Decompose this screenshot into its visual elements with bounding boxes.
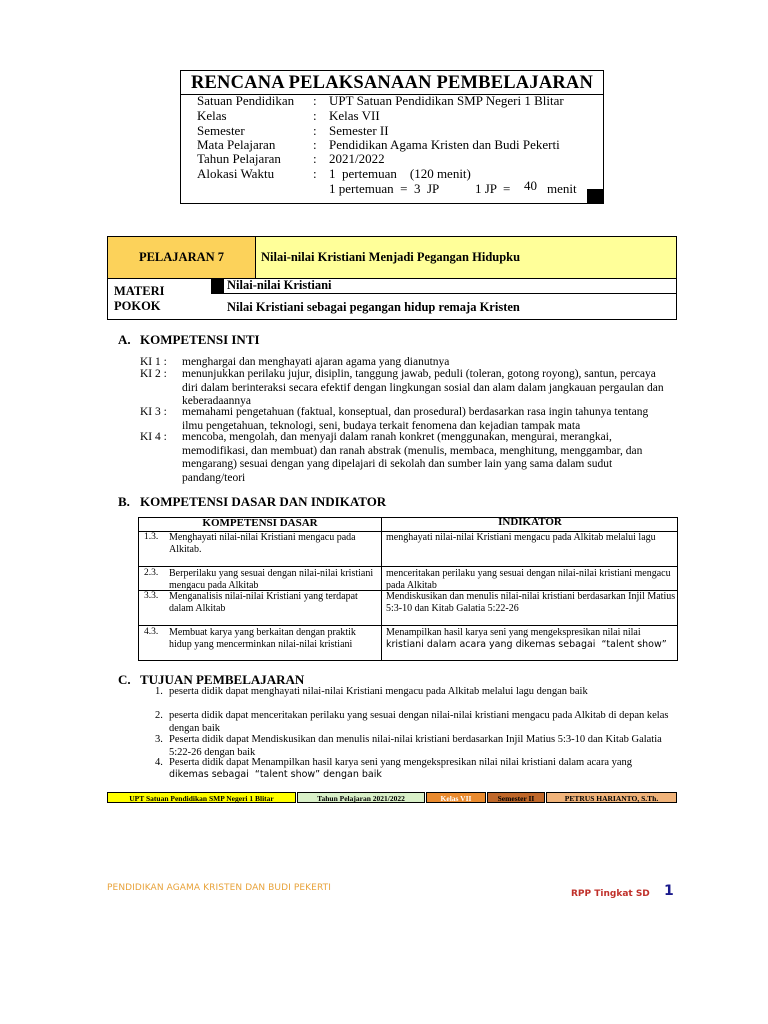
kd-number: 2.3. xyxy=(144,568,159,578)
ki-label: KI 4 : xyxy=(140,431,167,443)
tujuan-text: peserta didik dapat menceritakan perilaku yang sesuai dengan nilai-nilai kristiani mengacu pada Alkitab di depan kelas dengan baik xyxy=(169,710,669,734)
section-title: TUJUAN PEMBELAJARAN xyxy=(140,672,305,687)
row-value: Kelas VII xyxy=(329,108,380,123)
column-divider xyxy=(381,518,382,660)
materi-divider xyxy=(211,293,676,294)
indikator-text: Menampilkan hasil karya seni yang mengekspresikan nilai nilai xyxy=(386,627,641,638)
kd-text: Menghayati nilai-nilai Kristiani mengacu pada Alkitab. xyxy=(169,532,356,555)
header-row-tahun xyxy=(181,151,603,166)
section-letter: A. xyxy=(118,332,131,347)
row-label: Tahun Pelajaran xyxy=(197,151,281,166)
kd-number: 3.3. xyxy=(144,591,159,601)
indikator-text-continued: kristiani dalam acara yang dikemas sebagai “talent show” xyxy=(386,639,667,650)
indikator-text: Mendiskusikan dan menulis nilai-nilai kristiani berdasarkan Injil Matius 5:3-10 dan Kitab Galatia 5:22-26 xyxy=(386,591,676,614)
ki-item xyxy=(140,431,680,487)
header-row-kelas xyxy=(181,108,603,123)
kd-indikator-table xyxy=(138,517,678,661)
page-number: 1 xyxy=(664,883,674,899)
footer-kelas: Kelas VII xyxy=(426,792,486,803)
header-row-mapel xyxy=(181,137,603,152)
kd-text: Menganalisis nilai-nilai Kristiani yang terdapat dalam Alkitab xyxy=(169,591,358,614)
ki-text: memahami pengetahuan (faktual, konseptual, dan prosedural) berdasarkan rasa ingin tahunya tentang ilmu pengetahuan, teknologi, seni, budaya terkait fenomena dan kejadian tampak mata xyxy=(182,406,649,432)
materi-square xyxy=(211,278,224,293)
row-divider xyxy=(139,625,677,626)
tujuan-number: 1. xyxy=(155,686,163,697)
row-divider xyxy=(139,566,677,567)
subject-footer: PENDIDIKAN AGAMA KRISTEN DAN BUDI PEKERTI xyxy=(107,883,332,893)
section-letter: C. xyxy=(118,672,131,687)
footer-year: Tahun Pelajaran 2021/2022 xyxy=(297,792,425,803)
tujuan-number: 3. xyxy=(155,734,163,745)
kd-text: Membuat karya yang berkaitan dengan praktik hidup yang mencerminkan nilai-nilai kristiani xyxy=(169,627,356,650)
row-colon: : xyxy=(313,108,317,123)
ki-item xyxy=(140,368,680,410)
tujuan-text-continued: dikemas sebagai “talent show” dengan baik xyxy=(169,769,382,780)
row-value: 2021/2022 xyxy=(329,151,385,166)
row-label: Semester xyxy=(197,123,245,138)
row-colon: : xyxy=(313,166,317,181)
ki-label: KI 1 : xyxy=(140,356,167,368)
pelajaran-label: PELAJARAN 7 xyxy=(138,250,225,264)
row-value: 1 pertemuan (120 menit) xyxy=(329,166,471,181)
materi-line-2: Nilai Kristiani sebagai pegangan hidup remaja Kristen xyxy=(227,300,520,314)
row-value: UPT Satuan Pendidikan SMP Negeri 1 Blitar xyxy=(329,93,564,108)
indikator-column-header: INDIKATOR xyxy=(498,516,562,528)
pelajaran-table xyxy=(107,236,677,320)
row-colon: : xyxy=(313,137,317,152)
jp-unit: menit xyxy=(547,181,577,196)
ki-text: menunjukkan perilaku jujur, disiplin, tanggung jawab, peduli (toleran, gotong royong), santun, percaya diri dalam berinteraksi secara efektif dengan lingkungan sosial dan alam dalam jangkauan pergaulan dan keberadaannya xyxy=(182,368,664,407)
pelajaran-divider xyxy=(255,237,256,278)
materi-pokok-label: MATERI POKOK xyxy=(114,284,165,313)
jp-label: 1 JP = xyxy=(475,181,511,196)
row-label: Kelas xyxy=(197,108,227,123)
row-value: Semester II xyxy=(329,123,389,138)
tujuan-text: Peserta didik dapat Menampilkan hasil karya seni yang mengekspresikan nilai nilai kristiani dalam acara yang xyxy=(169,757,633,768)
footer-semester: Semester II xyxy=(487,792,545,803)
ki-label: KI 3 : xyxy=(140,406,167,418)
rpp-level-footer: RPP Tingkat SD xyxy=(571,889,650,899)
tujuan-number: 4. xyxy=(155,757,163,768)
corner-square xyxy=(587,189,603,203)
materi-line-1: Nilai-nilai Kristiani xyxy=(227,278,332,292)
tujuan-text: peserta didik dapat menghayati nilai-nilai Kristiani mengacu pada Alkitab melalui lagu dengan baik xyxy=(169,686,588,697)
row-label: Alokasi Waktu xyxy=(197,166,275,181)
kd-column-header: KOMPETENSI DASAR xyxy=(202,517,318,529)
ki-item xyxy=(140,406,680,434)
pelajaran-title: Nilai-nilai Kristiani Menjadi Pegangan Hidupku xyxy=(261,250,521,264)
rpp-header-box xyxy=(180,70,604,204)
tujuan-item xyxy=(155,686,675,700)
kd-number: 4.3. xyxy=(144,627,159,637)
header-row-jp xyxy=(181,178,603,196)
kd-text: Berperilaku yang sesuai dengan nilai-nilai kristiani mengacu pada Alkitab xyxy=(169,568,374,591)
ki-text: menghargai dan menghayati ajaran agama yang dianutnya xyxy=(182,356,450,368)
row-colon: : xyxy=(313,93,317,108)
row-colon: : xyxy=(313,123,317,138)
section-title: KOMPETENSI INTI xyxy=(140,332,260,347)
tujuan-item xyxy=(155,710,675,736)
ki-text: mencoba, mengolah, dan menyaji dalam ranah konkret (menggunakan, mengurai, merangkai, memodifikasi, dan membuat) dan ranah abstrak (menulis, membaca, menghitung, menggambar, dan mengarang) sesuai dengan yang dipelajari di sekolah dan sumber lain yang sama dalam sudut pandang/teori xyxy=(182,431,643,484)
header-row-alokasi xyxy=(181,166,603,181)
tujuan-text: Peserta didik dapat Mendiskusikan dan menulis nilai-nilai kristiani berdasarkan Injil Matius 5:3-10 dan Kitab Galatia 5:22-26 dengan baik xyxy=(169,734,662,758)
footer-school: UPT Satuan Pendidikan SMP Negeri 1 Blitar xyxy=(107,792,296,803)
tujuan-item xyxy=(155,757,675,783)
indikator-text: menceritakan perilaku yang sesuai dengan nilai-nilai kristiani mengacu pada Alkitab xyxy=(386,568,671,591)
section-title: KOMPETENSI DASAR DAN INDIKATOR xyxy=(140,494,387,509)
jp-minutes: 40 xyxy=(524,178,537,193)
header-row-satuan xyxy=(181,93,603,108)
footer-teacher: PETRUS HARIANTO, S.Th. xyxy=(546,792,677,803)
ki-label: KI 2 : xyxy=(140,368,167,380)
indikator-text: menghayati nilai-nilai Kristiani mengacu pada Alkitab melalui lagu xyxy=(386,532,656,543)
row-colon: : xyxy=(313,151,317,166)
tujuan-number: 2. xyxy=(155,710,163,721)
row-label: Mata Pelajaran xyxy=(197,137,276,152)
header-row-semester xyxy=(181,123,603,138)
section-letter: B. xyxy=(118,494,130,509)
row-label: Satuan Pendidikan xyxy=(197,93,295,108)
section-b-heading xyxy=(118,494,386,510)
kd-number: 1.3. xyxy=(144,532,159,542)
pertemuan-jp: 1 pertemuan = 3 JP xyxy=(329,181,440,196)
section-a-heading xyxy=(118,332,260,348)
document-title: RENCANA PELAKSANAAN PEMBELAJARAN xyxy=(190,73,594,93)
row-value: Pendidikan Agama Kristen dan Budi Pekerti xyxy=(329,137,560,152)
